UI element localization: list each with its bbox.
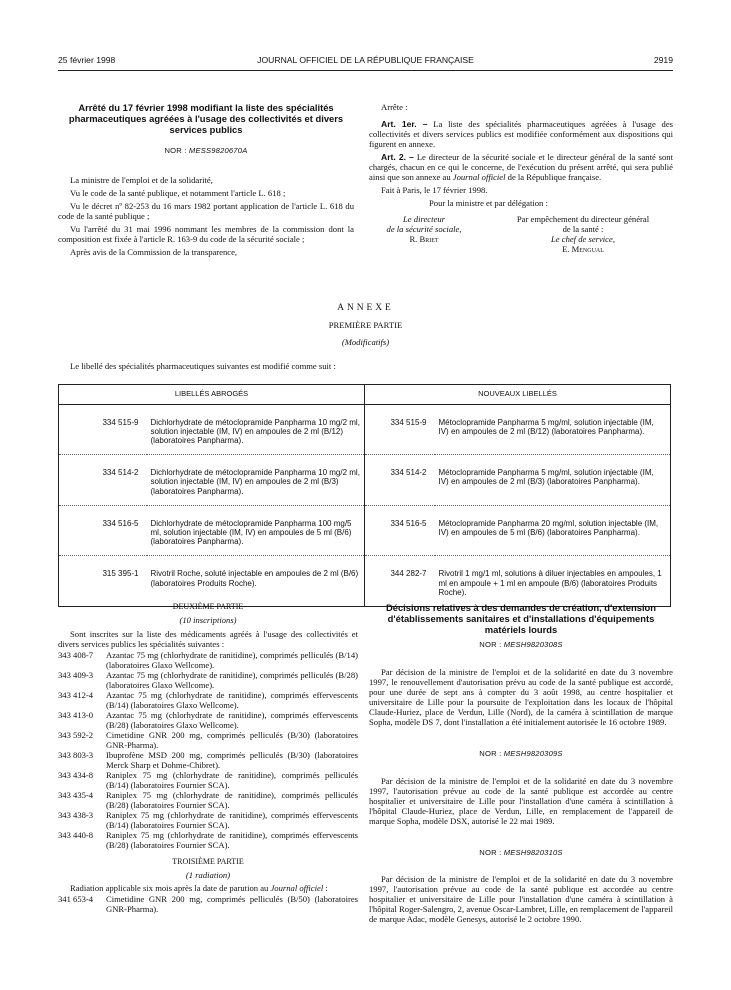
inscription-text: Cimetidine GNR 200 mg, comprimés pelliculés (B/30) (laboratoires GNR-Pharma).: [106, 729, 358, 750]
nor-code: MESH9820308S: [503, 640, 563, 650]
arrete-left-column: [58, 103, 354, 261]
inscription-text: Azantac 75 mg (chlorhydrate de ranitidine), comprimés pelliculés (B/14) (laboratoires Glaxo Wellcome).: [106, 650, 358, 671]
inscription-code: 343 412-4: [58, 690, 94, 701]
inscription-text: Azantac 75 mg (chlorhydrate de ranitidine), comprimés effervescents (B/28) (laboratoires Glaxo Wellcome).: [106, 709, 358, 730]
radiation-item: [58, 895, 358, 915]
page-number: 2919: [653, 55, 673, 65]
arrete-nor: [58, 147, 354, 156]
new-code: 344 282-7: [365, 556, 435, 607]
new-label: Rivotril 1 mg/1 ml, solutions à diluer injectables en ampoules, 1 ml en ampoule + 1 ml en ampoule (B/6) (laboratoires Produits Roche).: [435, 556, 671, 607]
inscription-item: [58, 711, 358, 731]
article-2-text-b: de la République française.: [505, 171, 602, 182]
new-code: 334 516-5: [365, 505, 435, 556]
decision-text: Par décision de la ministre de l'emploi et de la solidarité en date du 3 novembre 1997, l'autorisation prévue au code de la santé publique est accordée au centre hospitalier et universitaire de Lille pour l'installation d'une caméra à scintillation à l'hôpital Roger-Salengro, 2, avenue Oscar-Lambret, Lille, en remplacement de l'appareil de marque Adac, modèle Genesys, autorisé le 2 octobre 1990.: [369, 874, 673, 925]
sig-right-title-1: Par empêchement du directeur général: [516, 213, 650, 224]
radiation-code: 341 653-4: [58, 893, 94, 904]
annexe-title: ANNEXE: [337, 303, 394, 313]
inscription-code: 343 408-7: [58, 650, 94, 661]
annexe-intro: Le libellé des spécialités pharmaceutiques suivantes est modifié comme suit :: [70, 361, 336, 371]
part2-intro: Sont inscrites sur la liste des médicaments agréés à l'usage des collectivités et divers services publics les spécialités suivantes :: [58, 629, 358, 650]
inscription-text: Ibuprofène MSD 200 mg, comprimés pelliculés (B/30) (laboratoires Merck Sharp et Dohme-Chibret).: [106, 749, 358, 770]
article-2: [369, 153, 673, 183]
inscription-item: [58, 651, 358, 671]
part3-intro: [58, 884, 358, 894]
nor-code: MESS9820670A: [188, 146, 248, 156]
radiation-text: Cimetidine GNR 200 mg, comprimés pelliculés (B/50) (laboratoires GNR-Pharma).: [106, 893, 358, 914]
annexe-lower-left: [58, 602, 358, 915]
visa-code: Vu le code de la santé publique, et notamment l'article L. 618 ;: [70, 188, 286, 199]
part3-intro-journal: Journal officiel: [270, 882, 324, 893]
part3-title: TROISIÈME PARTIE: [172, 856, 244, 866]
page-date: 25 février 1998: [58, 55, 116, 65]
signature-left: [369, 215, 479, 255]
inscription-code: 343 435-4: [58, 789, 94, 800]
old-label: Dichlorhydrate de métoclopramide Panpharma 10 mg/2 ml, solution injectable (IM, IV) en ampoules de 2 ml (B/12) (laboratoires Panpharma).: [147, 404, 365, 455]
decisions-title: Décisions relatives à des demandes de création, d'extension d'établissements sanitaires et d'installations d'équipements matériels lourds: [385, 602, 657, 635]
inscription-text: Raniplex 75 mg (chlorhydrate de ranitidine), comprimés pelliculés (B/14) (laboratoires Fournier SCA).: [106, 769, 358, 790]
annexe-table-wrap: [58, 384, 671, 607]
new-code: 334 515-9: [365, 404, 435, 455]
nor-label: NOR :: [479, 847, 502, 857]
delegation-line: Pour la ministre et par délégation :: [429, 197, 548, 208]
old-label: Dichlorhydrate de métoclopramide Panpharma 10 mg/2 ml, solution injectable (IM, IV) en ampoules de 2 ml (B/3) (laboratoires Panpharma).: [147, 455, 365, 506]
table-row: [59, 404, 671, 455]
inscription-code: 343 434-8: [58, 769, 94, 780]
new-code: 334 514-2: [365, 455, 435, 506]
decision-text: Par décision de la ministre de l'emploi et de la solidarité en date du 3 novembre 1997, l'autorisation prévue au code de la santé publique est accordée au centre hospitalier et universitaire de Lille pour l'installation d'une caméra à scintillation à l'hôpital Claude-Huriez, place de Verdun, Lille, en remplacement de l'appareil de marque Sopha, modèle DSX, autorisé le 22 mai 1989.: [369, 775, 673, 826]
header-rule: [58, 70, 673, 71]
nor-code: MESH9820310S: [503, 847, 563, 857]
decisions-list: [369, 641, 673, 925]
nor-code: MESH9820309S: [503, 749, 563, 759]
arrete-label: Arrête :: [381, 102, 408, 112]
new-label: Métoclopramide Panpharma 5 mg/ml, solution injectable (IM, IV) en ampoules de 2 ml (B/12) (laboratoires Panpharma).: [435, 404, 671, 455]
inscription-code: 343 592-2: [58, 729, 94, 740]
part1-title: PREMIÈRE PARTIE: [328, 320, 403, 330]
inscription-code: 343 413-0: [58, 709, 94, 720]
visa-minister: La ministre de l'emploi et de la solidarité,: [70, 175, 213, 186]
part3-intro-b: :: [323, 882, 328, 893]
old-code: 315 395-1: [59, 556, 147, 607]
sig-left-title-1: Le directeur: [403, 213, 445, 224]
inscription-text: Raniplex 75 mg (chlorhydrate de ranitidine), comprimés effervescents (B/14) (laboratoires Fournier SCA).: [106, 809, 358, 830]
nor-label: NOR :: [479, 640, 502, 650]
sig-left-title-2: de la sécurité sociale,: [386, 223, 462, 234]
old-code: 334 514-2: [59, 455, 147, 506]
inscription-text: Raniplex 75 mg (chlorhydrate de ranitidine), comprimés effervescents (B/28) (laboratoires Fournier SCA).: [106, 829, 358, 850]
inscription-item: [58, 831, 358, 851]
inscription-code: 343 409-3: [58, 670, 94, 681]
sig-right-title-3: Le chef de service,: [551, 233, 615, 244]
old-code: 334 516-5: [59, 505, 147, 556]
article-2-journal: Journal officiel: [452, 171, 506, 182]
article-1: [369, 120, 673, 150]
inscription-item: [58, 671, 358, 691]
signature-right: [493, 215, 673, 255]
decision-nor: [369, 641, 673, 650]
decision-nor: [369, 849, 673, 858]
visa-decret: Vu le décret nº 82-253 du 16 mars 1982 portant application de l'article L. 618 du code de la santé publique ;: [58, 201, 354, 222]
table-row: [59, 505, 671, 556]
arrete-title: Arrêté du 17 février 1998 modifiant la liste des spécialités pharmaceutiques agréées à l'usage des collectivités et divers services publics: [68, 102, 344, 135]
article-2-label: Art. 2. –: [381, 151, 414, 162]
article-1-text: La liste des spécialités pharmaceutiques agréées à l'usage des collectivités et divers services publics est modifiée conformément aux dispositions qui figurent en annexe.: [369, 118, 674, 149]
old-label: Rivotril Roche, soluté injectable en ampoules de 2 ml (B/6) (laboratoires Produits Roche).: [147, 556, 365, 607]
new-label: Métoclopramide Panpharma 20 mg/ml, solution injectable (IM, IV) en ampoules de 5 ml (B/6) (laboratoires Panpharma).: [435, 505, 671, 556]
inscription-item: [58, 791, 358, 811]
signatures: [369, 215, 673, 255]
decisions-column: [369, 603, 673, 928]
arrete-right-column: [369, 103, 673, 255]
inscription-item: [58, 731, 358, 751]
table-row: [59, 556, 671, 607]
visa-arrete: Vu l'arrêté du 31 mai 1996 nommant les membres de la commission dont la composition est fixée à l'article R. 163-9 du code de la sécurité sociale ;: [58, 224, 354, 245]
old-code: 334 515-9: [59, 404, 147, 455]
article-2-text-a: Le directeur de la sécurité sociale et le directeur général de la santé sont chargés, chacun en ce qui le concerne, de l'exécution du présent arrêté, qui sera publié ainsi que son annexe au: [369, 151, 673, 182]
sig-left-name: R. Briet: [409, 233, 439, 244]
part2-title: DEUXIÈME PARTIE: [172, 602, 244, 611]
inscription-text: Azantac 75 mg (chlorhydrate de ranitidine), comprimés pelliculés (B/28) (laboratoires Glaxo Wellcome).: [106, 670, 358, 691]
inscription-item: [58, 771, 358, 791]
inscription-code: 343 440-8: [58, 829, 94, 840]
fait-a-paris: Fait à Paris, le 17 février 1998.: [381, 184, 488, 195]
inscription-item: [58, 811, 358, 831]
table-row: [59, 455, 671, 506]
visa-avis: Après avis de la Commission de la transparence,: [70, 247, 238, 258]
inscription-text: Raniplex 75 mg (chlorhydrate de ranitidine), comprimés pelliculés (B/28) (laboratoires Fournier SCA).: [106, 789, 358, 810]
inscription-code: 343 438-3: [58, 809, 94, 820]
part1-subtitle: (Modificatifs): [341, 337, 390, 347]
annexe-table: [58, 384, 671, 607]
decision-text: Par décision de la ministre de l'emploi et de la solidarité en date du 3 novembre 1997, le renouvellement d'autorisation prévu au code de la santé publique est accordé, pour une durée de sept ans à compter du 3 août 1998, au centre hospitalier et universitaire de Lille pour la poursuite de l'exploitation dans les locaux de l'hôpital Claude-Huriez, place de Verdun, Lille (Nord), de la caméra à scintillation de marque Sopha, modèle DS 7, dont l'installation a été initialement autorisée le 16 octobre 1989.: [369, 667, 673, 728]
inscription-item: [58, 751, 358, 771]
col-header-nouveaux: NOUVEAUX LIBELLÉS: [365, 385, 671, 405]
inscription-code: 343 803-3: [58, 749, 94, 760]
nor-label: NOR :: [479, 749, 502, 759]
part3-subtitle: (1 radiation): [185, 869, 231, 880]
part2-subtitle: (10 inscriptions): [179, 615, 237, 626]
inscription-item: [58, 691, 358, 711]
part3-intro-a: Radiation applicable six mois après la date de parution au: [70, 882, 271, 893]
decision-nor: [369, 750, 673, 759]
col-header-abroges: LIBELLÉS ABROGÉS: [59, 385, 365, 405]
inscription-text: Azantac 75 mg (chlorhydrate de ranitidine), comprimés effervescents (B/14) (laboratoires Glaxo Wellcome).: [106, 690, 358, 711]
sig-right-name: E. Mengual: [562, 243, 604, 254]
new-label: Métoclopramide Panpharma 5 mg/ml, solution injectable (IM, IV) en ampoules de 2 ml (B/3) (laboratoires Panpharma).: [435, 455, 671, 506]
old-label: Dichlorhydrate de métoclopramide Panpharma 100 mg/5 ml, solution injectable (IM, IV) en ampoules de 5 ml (B/6) (laboratoires Panpharma).: [147, 505, 365, 556]
nor-label: NOR :: [164, 146, 187, 156]
article-1-label: Art. 1er. –: [381, 118, 428, 129]
inscriptions-list: [58, 651, 358, 850]
sig-right-title-2: de la santé :: [562, 223, 604, 234]
journal-title: JOURNAL OFFICIEL DE LA RÉPUBLIQUE FRANÇAISE: [257, 55, 474, 65]
